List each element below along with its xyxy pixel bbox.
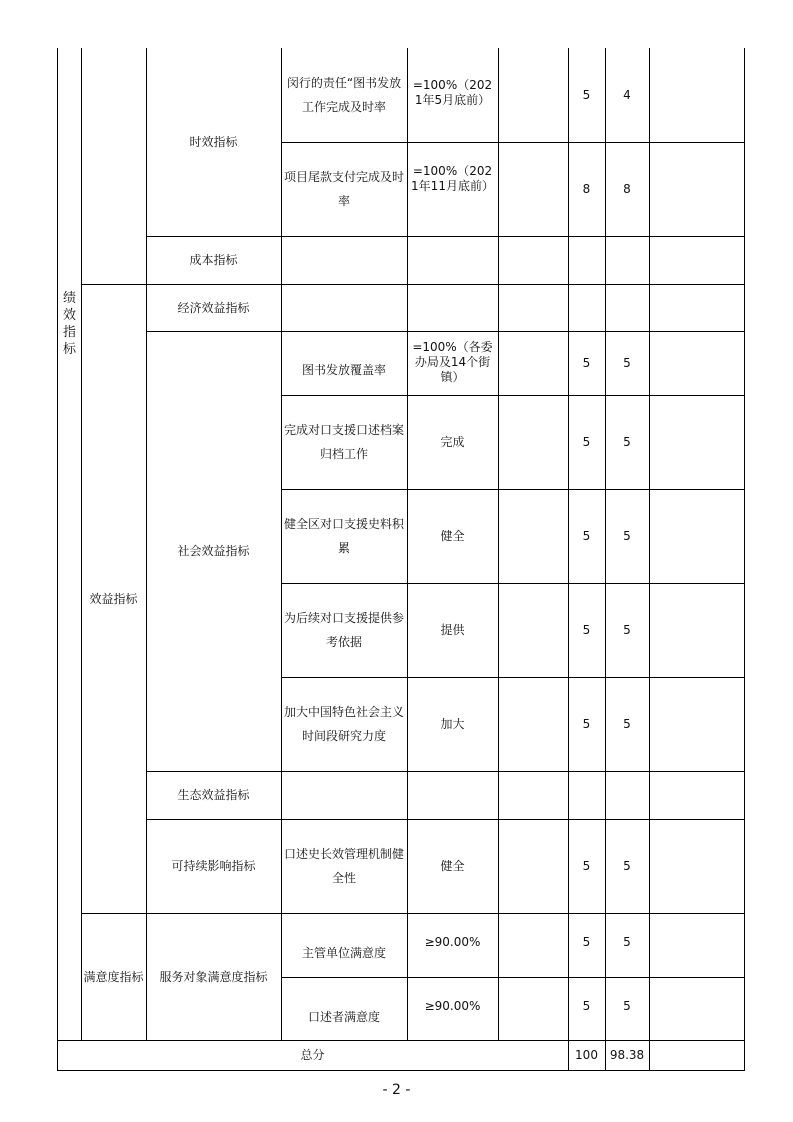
score-cell: 5 <box>623 998 631 1013</box>
weight-cell: 5 <box>582 935 591 949</box>
level3-timeliness: 时效指标 <box>189 135 238 149</box>
weight-cell: 5 <box>582 717 591 731</box>
target-cell: =100%（2021年5月底前） <box>412 78 493 107</box>
score-cell: 5 <box>623 529 631 543</box>
weight-cell: 5 <box>582 88 591 102</box>
grid-line <box>649 48 650 1071</box>
total-weight: 100 <box>575 1048 598 1062</box>
indicator-cell: 口述者满意度 <box>307 1009 380 1024</box>
weight-cell: 5 <box>582 435 591 449</box>
score-cell: 4 <box>623 88 631 102</box>
score-cell: 5 <box>623 623 631 637</box>
score-cell: 5 <box>623 356 631 370</box>
level2-satisfaction: 满意度指标 <box>83 969 144 984</box>
grid-line <box>498 48 499 1040</box>
indicator-cell: 口述史长效管理机制健全性 <box>284 847 405 885</box>
indicator-cell: 主管单位满意度 <box>301 946 386 960</box>
level3-service-satisfaction: 服务对象满意度指标 <box>159 969 268 984</box>
total-label: 总分 <box>300 1048 325 1062</box>
target-cell: 健全 <box>440 859 465 873</box>
indicator-cell: 完成对口支援口述档案归档工作 <box>284 423 405 461</box>
indicator-cell: 图书发放覆盖率 <box>301 363 386 377</box>
page-number: - 2 - <box>382 1082 411 1098</box>
level3-cost: 成本指标 <box>189 253 238 267</box>
target-cell: 完成 <box>440 435 465 449</box>
weight-cell: 5 <box>582 529 591 543</box>
weight-cell: 5 <box>582 859 591 873</box>
score-cell: 5 <box>623 859 631 873</box>
indicator-cell: 项目尾款支付完成及时率 <box>284 170 405 208</box>
target-cell: =100%（各委办局及14个街镇） <box>412 340 493 384</box>
level3-economic: 经济效益指标 <box>177 300 250 315</box>
score-cell: 5 <box>623 435 631 449</box>
target-cell: 健全 <box>440 529 465 543</box>
level3-sustainability: 可持续影响指标 <box>171 859 256 873</box>
table-border-left <box>57 48 58 1071</box>
score-cell: 5 <box>623 717 631 731</box>
indicator-cell: 为后续对口支援提供参考依据 <box>284 611 405 649</box>
weight-cell: 5 <box>582 356 591 370</box>
indicator-cell: 闵行的责任“图书发放工作完成及时率 <box>286 76 402 114</box>
level3-social: 社会效益指标 <box>177 544 250 558</box>
level2-benefit: 效益指标 <box>89 591 138 606</box>
level1-category: 绩效指标 <box>62 291 76 357</box>
target-cell: 提供 <box>440 623 465 637</box>
score-cell: 8 <box>623 182 631 196</box>
target-cell: 加大 <box>440 717 465 731</box>
target-cell: ≥90.00% <box>424 935 481 949</box>
score-cell: 5 <box>623 935 631 949</box>
table-border-right <box>744 48 745 1071</box>
total-score: 98.38 <box>609 1048 645 1062</box>
weight-cell: 5 <box>582 623 591 637</box>
weight-cell: 5 <box>582 998 591 1013</box>
table-border-bottom <box>57 1070 745 1071</box>
weight-cell: 8 <box>582 182 591 196</box>
target-cell: =100%（2021年11月底前） <box>411 164 494 193</box>
indicator-cell: 加大中国特色社会主义时间段研究力度 <box>284 705 405 743</box>
target-cell: ≥90.00% <box>424 998 481 1013</box>
level3-ecological: 生态效益指标 <box>177 788 250 802</box>
indicator-cell: 健全区对口支援史料积累 <box>284 517 405 555</box>
